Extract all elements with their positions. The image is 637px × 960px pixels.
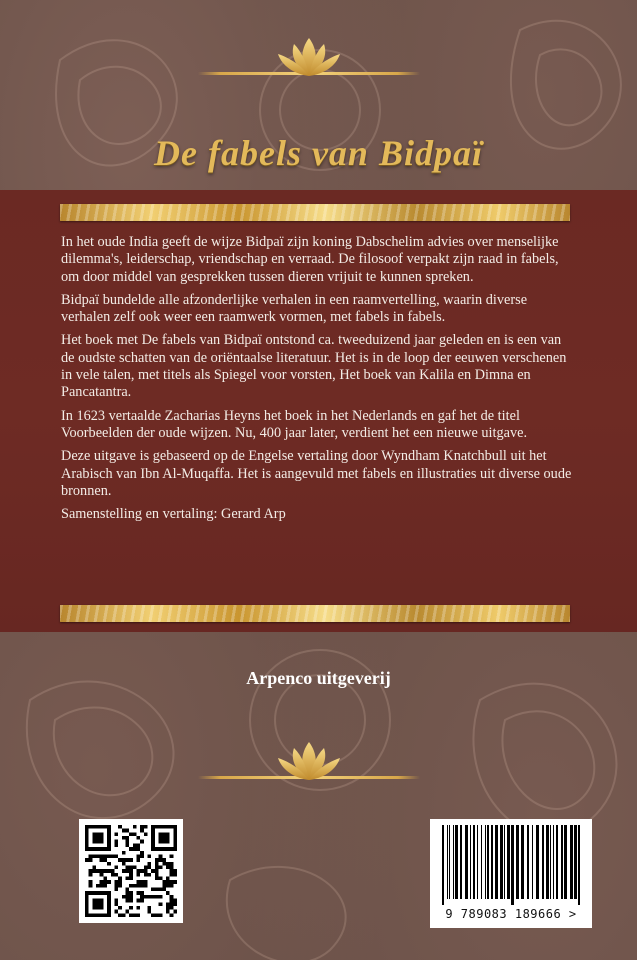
barcode-bar — [553, 825, 554, 899]
blurb-paragraph: Deze uitgave is gebaseerd op de Engelse vertaling door Wyndham Knatchbull uit het Arabisch van Ibn Al-Muqaffa. Het is aangevuld met fabels en illustraties uit diverse oude bronnen. — [61, 448, 572, 499]
publisher-name: Arpenco uitgeverij — [246, 668, 391, 688]
barcode-bar — [507, 825, 510, 899]
barcode-bar — [542, 825, 544, 899]
blurb-paragraph: In het oude India geeft de wijze Bidpaï zijn koning Dabschelim advies over menselijke dilemma's, leiderschap, vriendschap en verraad. De filosoof verpakt zijn raad in fabels, om door middel van gesprekken tussen dieren vrijuit te kunnen spreken. — [61, 234, 559, 285]
barcode-bar — [527, 825, 529, 899]
qr-finder-square — [92, 899, 103, 910]
barcode-bar — [455, 825, 458, 899]
barcode-bar — [521, 825, 524, 899]
barcode-bar — [546, 825, 549, 899]
gold-divider-bottom — [60, 605, 570, 622]
barcode-bar — [500, 825, 503, 899]
barcode-bar — [570, 825, 573, 899]
barcode-bar — [453, 825, 454, 899]
barcode-bar — [470, 825, 471, 899]
barcode-bar — [561, 825, 563, 899]
barcode-bar — [442, 825, 444, 905]
barcode-bar — [460, 825, 462, 899]
barcode-bar — [487, 825, 489, 899]
lotus-icon — [274, 740, 344, 784]
book-title: De fabels van Bidpaï — [154, 133, 483, 173]
barcode-bar — [473, 825, 475, 899]
barcode-bar — [481, 825, 482, 899]
barcode-bar — [477, 825, 478, 899]
blurb — [61, 234, 577, 529]
barcode-bar — [564, 825, 567, 899]
qr-code — [79, 819, 183, 923]
isbn-digits: 9 789083 189666 > — [445, 907, 577, 921]
barcode-bar — [504, 825, 505, 899]
lotus-icon — [274, 36, 344, 80]
blurb-paragraph: In 1623 vertaalde Zacharias Heyns het boek in het Nederlands en gaf het de titel Voorbeelden der oude wijzen. Nu, 400 jaar later, verdient het een nieuwe uitgave. — [61, 407, 528, 441]
blurb-paragraph: Het boek met De fabels van Bidpaï ontstond ca. tweeduizend jaar geleden en is een van de oudste schatten van de oriëntaalse literatuur. Het is in de loop der eeuwen verschenen in vele talen, met titels als Spiegel voor vorsten, Het boek van Kalila en Dimna en Pancatantra. — [61, 332, 567, 401]
bottom-ornament — [198, 740, 420, 790]
barcode-bar — [447, 825, 448, 899]
barcode-bar — [495, 825, 498, 899]
barcode-bar — [574, 825, 577, 899]
barcode-bar — [511, 825, 514, 905]
barcode-bars — [438, 825, 584, 905]
qr-finder-square — [92, 832, 103, 843]
barcode-bar — [550, 825, 551, 899]
barcode-bar — [516, 825, 519, 899]
barcode-bar — [532, 825, 533, 899]
credits: Samenstelling en vertaling: Gerard Arp — [61, 506, 286, 523]
barcode-bar — [465, 825, 468, 899]
barcode-bar — [536, 825, 539, 899]
top-ornament — [198, 36, 420, 86]
qr-code-graphic — [85, 825, 177, 917]
blurb-paragraph: Bidpaï bundelde alle afzonderlijke verhalen in een raamvertelling, waarin diverse verhalen zelf ook weer een raamwerk vormen, met fabels in fabels. — [61, 291, 528, 326]
isbn-barcode — [430, 819, 592, 928]
qr-finder-square — [159, 832, 170, 843]
barcode-bar — [485, 825, 486, 899]
gold-divider-top — [60, 204, 570, 221]
barcode-bar — [556, 825, 558, 899]
barcode-bar — [491, 825, 493, 899]
barcode-bar — [578, 825, 580, 905]
barcode-bar — [449, 825, 450, 899]
